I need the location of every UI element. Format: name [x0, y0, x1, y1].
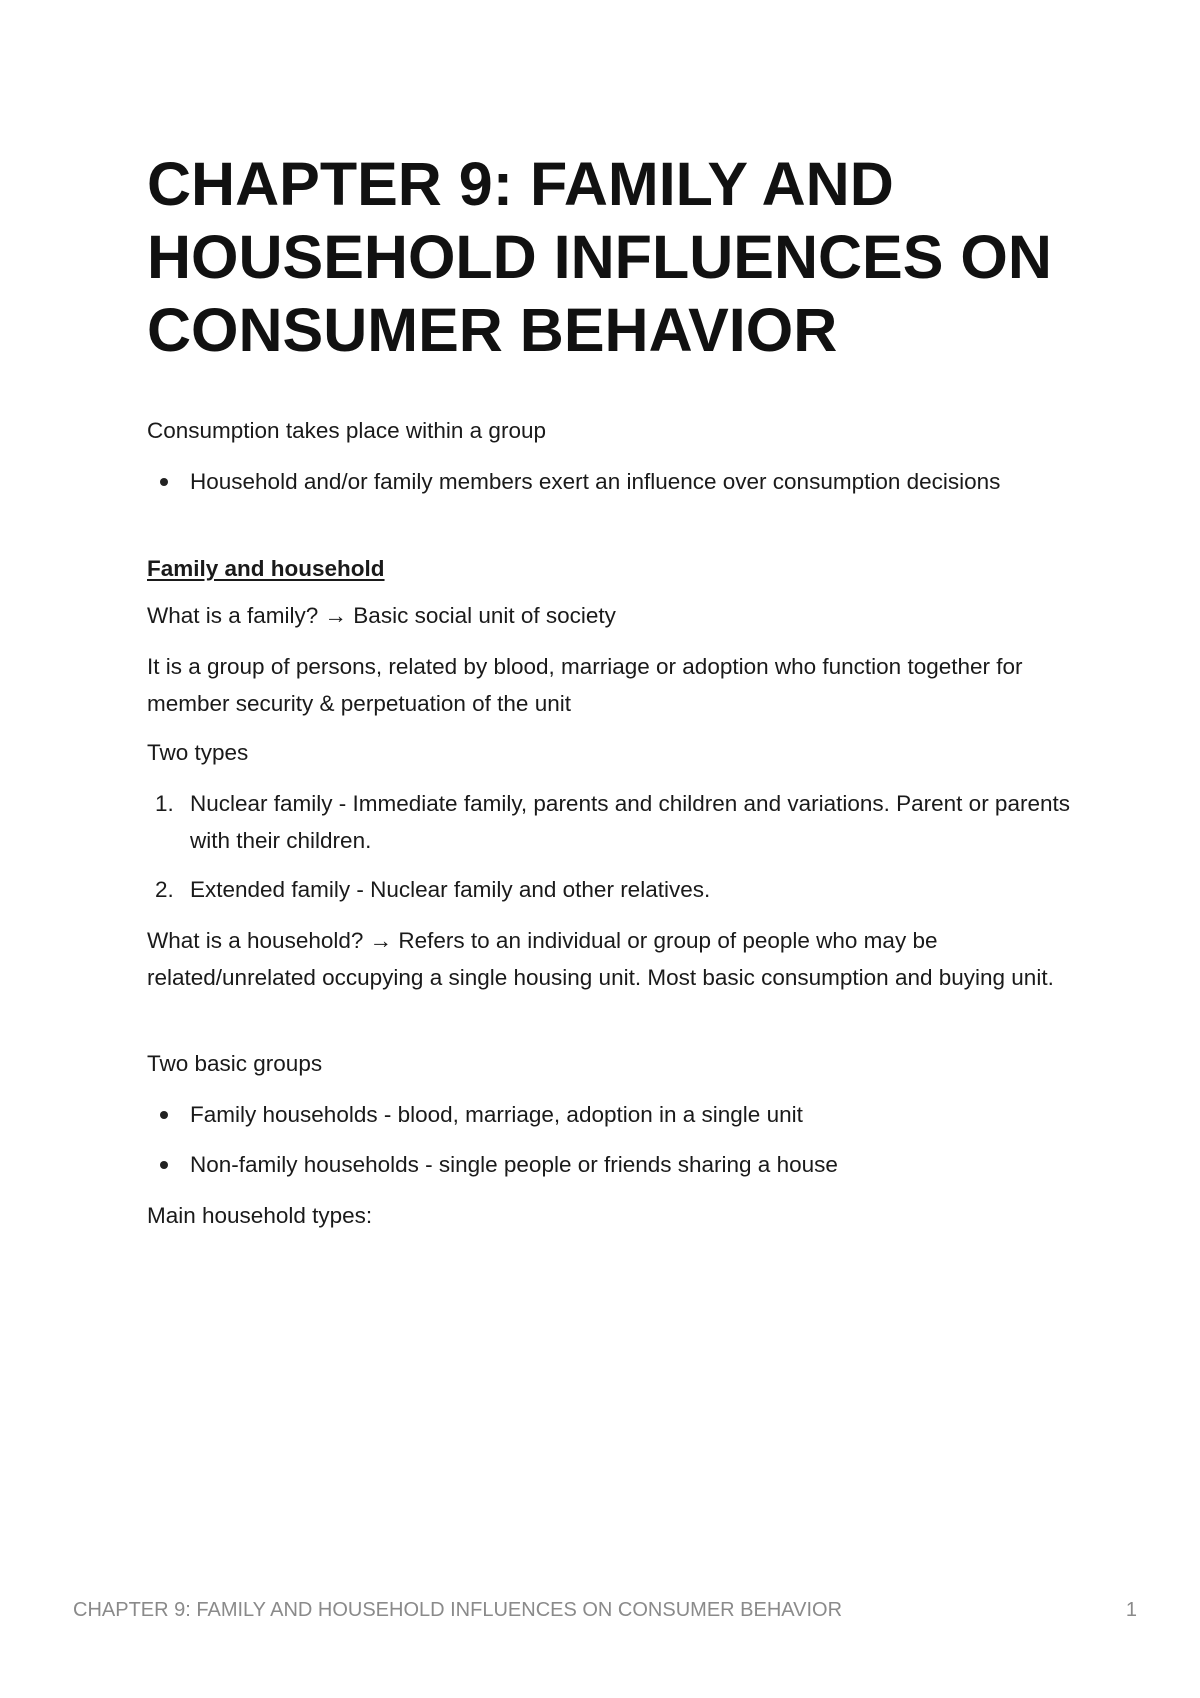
list-item: Extended family - Nuclear family and other relatives.	[190, 877, 711, 902]
household-question: What is a household? → Refers to an individual or group of people who may be related/unrelated occupying a single housing unit. Most basic consumption and buying unit.	[147, 928, 1054, 990]
family-definition: It is a group of persons, related by blood, marriage or adoption who function together for member security & perpetuation of the unit	[147, 654, 1023, 716]
intro-bullet-item: Household and/or family members exert an influence over consumption decisions	[190, 469, 1001, 494]
page-title: CHAPTER 9: FAMILY AND HOUSEHOLD INFLUENCES ON CONSUMER BEHAVIOR	[147, 150, 1052, 364]
bullet-icon	[160, 1161, 168, 1169]
section-heading: Family and household	[147, 556, 385, 581]
page-number: 1	[1125, 1599, 1137, 1621]
types-label: Two types	[147, 740, 249, 765]
bullet-icon	[160, 1111, 168, 1119]
footer-running-title: CHAPTER 9: FAMILY AND HOUSEHOLD INFLUENCES ON CONSUMER BEHAVIOR	[73, 1599, 843, 1621]
list-number: 2.	[155, 877, 174, 902]
main-types-label: Main household types:	[147, 1203, 373, 1228]
list-number: 1.	[155, 791, 174, 816]
list-item: Non-family households - single people or friends sharing a house	[190, 1152, 838, 1177]
list-item: Nuclear family - Immediate family, parents and children and variations. Parent or parents with their children.	[190, 791, 1070, 853]
list-item: Family households - blood, marriage, adoption in a single unit	[190, 1102, 803, 1127]
family-question: What is a family? → Basic social unit of society	[147, 603, 616, 628]
intro-text: Consumption takes place within a group	[147, 418, 546, 443]
groups-label: Two basic groups	[147, 1051, 323, 1076]
bullet-icon	[160, 478, 168, 486]
